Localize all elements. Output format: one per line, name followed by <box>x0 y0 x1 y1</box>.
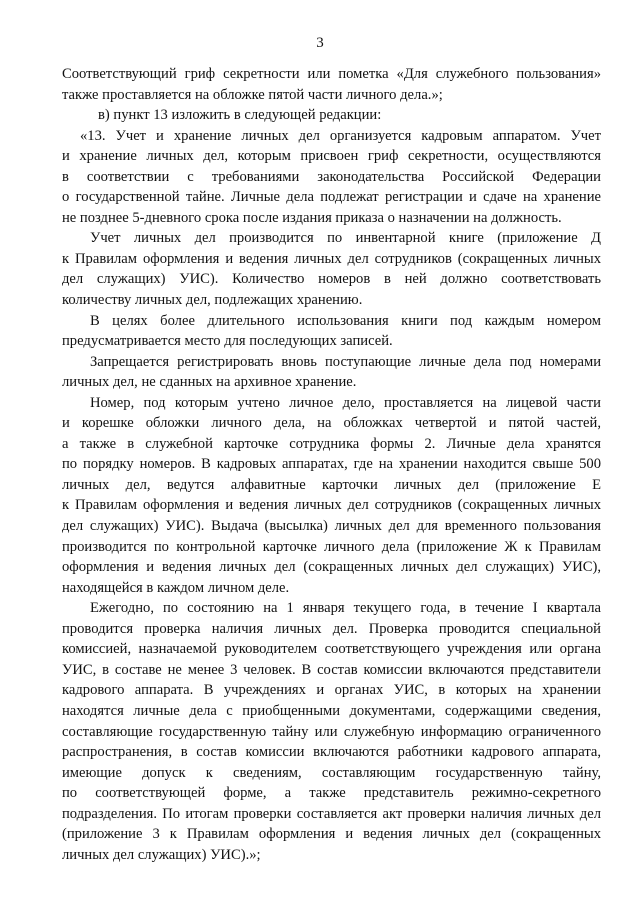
text-line: производится по контрольной карточке личного дела (приложение Ж к Правилам <box>62 538 601 555</box>
text-line: предусматривается место для последующих записей. <box>62 333 393 350</box>
text-line: личных дел, ведутся алфавитные карточки личных дел (приложение Е <box>62 476 601 493</box>
text-line: находящейся в каждом личном деле. <box>62 579 290 596</box>
text-line: Запрещается регистрировать вновь поступающие личные дела под номерами <box>90 353 601 370</box>
text-line: и корешке обложки личного дела, на обложках четвертой и пятой частей, <box>62 415 601 432</box>
text-line: в) пункт 13 изложить в следующей редакции: <box>98 107 382 124</box>
text-line: не позднее 5-дневного срока после издания приказа о назначении на должность. <box>62 209 562 226</box>
text-line: находятся личные дела с приобщенными документами, содержащими сведения, <box>62 702 601 719</box>
text-line: Номер, под которым учтено личное дело, проставляется на лицевой части <box>90 394 601 411</box>
text-line: Учет личных дел производится по инвентарной книге (приложение Д <box>90 230 601 247</box>
text-line: оформления и ведения личных дел (сокращенных личных дел служащих) УИС), <box>62 559 601 576</box>
text-line: по порядку номеров. В кадровых аппаратах, где на хранении находится свыше 500 <box>62 456 601 473</box>
text-line: а также в служебной карточке сотрудника формы 2. Личные дела хранятся <box>62 435 601 452</box>
paragraph <box>62 64 601 105</box>
text-line: «13. Учет и хранение личных дел организуется кадровым аппаратом. Учет <box>80 127 601 144</box>
text-line: в соответствии с требованиями законодательства Российской Федерации <box>62 168 601 185</box>
text-line: личных дел служащих) УИС).»; <box>62 846 261 863</box>
text-line: кадрового аппарата. В учреждениях и органах УИС, в которых на хранении <box>62 682 601 699</box>
text-line: распространения, в состав комиссии включаются работники кадрового аппарата, <box>62 744 601 761</box>
text-line: имеющие допуск к сведениям, составляющим государственную тайну, <box>62 764 601 781</box>
text-line: подразделения. По итогам проверки составляется акт проверки наличия личных дел <box>62 805 601 822</box>
paragraph <box>62 228 601 310</box>
document-body <box>62 64 601 865</box>
paragraph <box>62 311 601 352</box>
paragraph <box>62 105 601 126</box>
text-line: дел служащих) УИС). Выдача (высылка) личных дел для временного пользования <box>62 518 601 535</box>
text-line: к Правилам оформления и ведения личных дел сотрудников (сокращенных личных <box>62 250 601 267</box>
text-line: (приложение 3 к Правилам оформления и ведения личных дел (сокращенных <box>62 826 601 843</box>
text-line: УИС, в составе не менее 3 человек. В состав комиссии включаются представители <box>62 661 601 678</box>
text-line: составляющие государственную тайну или служебную информацию ограниченного <box>62 723 601 740</box>
text-line: Соответствующий гриф секретности или пометка «Для служебного пользования» <box>62 66 601 82</box>
text-line: В целях более длительного использования книги под каждым номером <box>90 312 601 329</box>
text-line: о государственной тайне. Личные дела подлежат регистрации и сдаче на хранение <box>62 189 601 206</box>
text-line: количеству личных дел, подлежащих хранению. <box>62 292 363 309</box>
text-line: личных дел, не сданных на архивное хранение. <box>62 374 357 391</box>
page-number: 3 <box>316 35 324 51</box>
paragraph <box>62 393 601 598</box>
text-line: по соответствующей форме, а также представитель режимно-секретного <box>62 785 601 802</box>
text-line: Ежегодно, по состоянию на 1 января текущего года, в течение I квартала <box>90 600 601 617</box>
text-line: дел служащих) УИС). Количество номеров в ней должно соответствовать <box>62 271 601 288</box>
text-line: также проставляется на обложке пятой части личного дела.»; <box>62 86 443 103</box>
text-line: к Правилам оформления и ведения личных дел сотрудников (сокращенных личных <box>62 497 601 514</box>
text-line: проводится проверка наличия личных дел. Проверка проводится специальной <box>62 620 601 637</box>
paragraph <box>62 352 601 393</box>
paragraph <box>62 598 601 865</box>
text-line: и хранение личных дел, которым присвоен гриф секретности, осуществляются <box>62 148 601 165</box>
text-line: комиссией, назначаемой руководителем соответствующего учреждения или органа <box>62 641 601 658</box>
paragraph <box>62 126 601 229</box>
